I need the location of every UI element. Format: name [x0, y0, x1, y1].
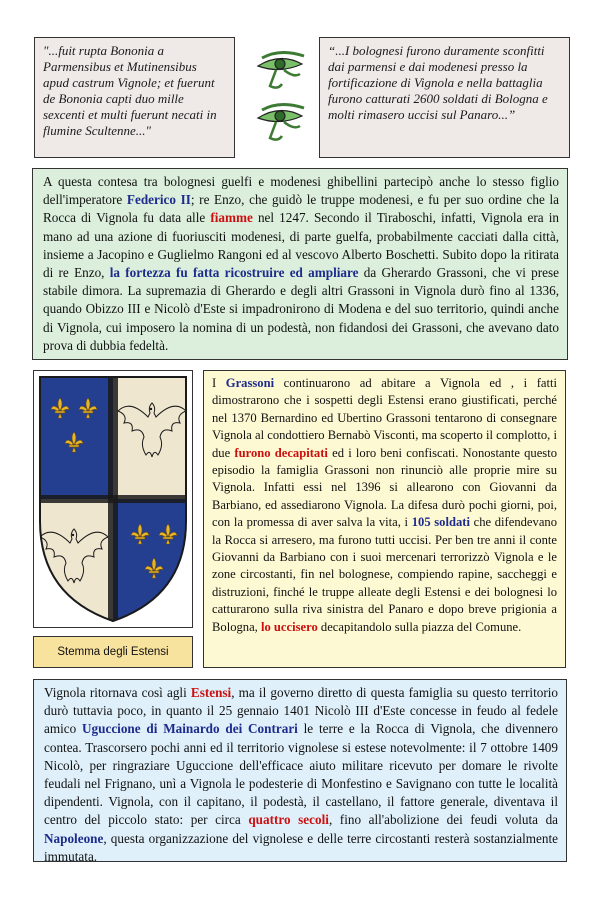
para2-highlight-grassoni: Grassoni	[225, 376, 275, 390]
caption-text: Stemma degli Estensi	[57, 646, 169, 658]
para2-text-2: continuarono ad abitare a Vignola ed , i fatti dimostrarono che i sospetti degli Estensi erano giustificati, perché nel 1370 Bernardino ed Ubertino Grassoni tentarono di consegnare Vignola al condottiero Bernabò Visconti, ma scoperto il complotto, i due	[212, 376, 557, 460]
para2-text-5: decapitandolo sulla piazza del Comune.	[317, 619, 522, 634]
coat-of-arms-caption	[33, 636, 193, 668]
paragraph-estensi	[33, 679, 567, 862]
para2-highlight-decapitati: furono decapitati	[234, 445, 328, 460]
latin-quote-box	[34, 37, 235, 158]
para2-highlight-uccisero: lo uccisero	[260, 619, 318, 634]
para2-text-4: che difendevano la Rocca si arresero, ma furono tutti uccisi. Per ben tre anni il conte Giovanni da Barbiano con i suoi mercenari terrorizzò Vignola e le zone circostanti, fin nel bolognese, compiendo rapine, saccheggi e distruzioni, finché le truppe alleate degli Estensi e dei bolognesi lo catturarono sulla riva sinistra del Panaro e dopo breve prigionia a Bologna,	[212, 515, 558, 634]
para3-text-3: le terre e la Rocca di Vignola, che divennero contea. Trascorsero pochi anni ed il territorio vignolese si estese notevolmente: il 7 ottobre 1409 Nicolò, per ringraziare Uguccione dell'efficace aiuto militare ricevuto per domare le rivolte feudali nel Frignano, unì a Vignola le podesterie di Monfestino e Savignano con tutte le località dipendenti. Vignola, con il capitano, il podestà, il castellano, il fattore generale, diventava il centro del piccolo stato: per circa	[44, 721, 558, 828]
eye-of-horus-icon-bottom	[258, 104, 304, 139]
italian-quote-box	[319, 37, 570, 158]
para3-text-4: , fino all'abolizione dei feudi voluta da	[328, 812, 559, 828]
para3-text-1: Vignola ritornava così agli	[44, 685, 191, 700]
para3-highlight-uguccione: Uguccione di Mainardo dei Contrari	[82, 721, 298, 737]
para1-text-4: da Gherardo Grassoni, che vi prese stabile dimora. La supremazia di Gherardo e degli altri Grassoni in Vignola durò fino al 1336, quando Obizzo III e Nicolò d'Este si impadronirono di Modena e del suo territorio, quindi anche di Vignola, cui imposero la nomina di un podestà, non fidandosi dei Grassoni, che avevano dato prova di dubbia fedeltà.	[43, 265, 559, 353]
para3-highlight-napoleone: Napoleone	[44, 830, 104, 846]
para3-text-2: , ma il governo diretto di questa famiglia su questo territorio durò tuttavia poco, in quanto il 25 gennaio 1401 Nicolò III d'Este concesse in feudo al fedele amico	[44, 685, 558, 737]
latin-quote-text: "...fuit rupta Bononia a Parmensibus et Mutinensibus apud castrum Vignole; et fuerunt de Bononia capti duo mille sexcenti et multi fuerunt necati in flumine Scultenne..."	[43, 43, 217, 138]
para2-text-1: I	[212, 376, 226, 390]
para1-highlight-fortezza: la fortezza fu fatta ricostruire ed ampliare	[109, 265, 359, 281]
para3-highlight-estensi: Estensi	[190, 685, 232, 700]
para1-highlight-fiamme: fiamme	[210, 210, 253, 226]
para3-highlight-secoli: quattro secoli	[248, 812, 329, 828]
para1-text-2: ; re Enzo, che guidò le truppe modenesi, e fu per suo ordine che la Rocca di Vignola fu data alle	[43, 192, 559, 226]
para2-text-3: ed i loro beni confiscati. Nonostante questo episodio la famiglia Grassoni non rinunciò alle proprie mire su Vignola. Infatti essi nel 1396 si allearono con Giovanni da Barbiano, ed assediarono Vignola. La difesa durò pochi giorni, poi, con la promessa di aver salva la vita, i	[212, 445, 557, 530]
coat-of-arms-frame	[33, 370, 193, 628]
paragraph-enzo	[32, 168, 568, 360]
eye-of-horus-icons	[250, 48, 310, 148]
este-coat-of-arms-image	[34, 371, 192, 627]
italian-quote-text: “...I bolognesi furono duramente sconfitti dai parmensi e dai modenesi presso la fortificazione di Vignola e nella battaglia furono catturati 2600 soldati di Bologna e molti rimasero uccisi sul Panaro...”	[328, 43, 548, 122]
para2-highlight-soldati: 105 soldati	[411, 515, 470, 530]
para1-highlight-federico: Federico II	[126, 192, 191, 208]
eye-of-horus-icon-top	[258, 52, 304, 87]
paragraph-grassoni	[203, 370, 566, 668]
para1-text-3: nel 1247. Secondo il Tiraboschi, infatti, Vignola era in mano ad una azione di fuoriusciti modenesi, di parte guelfa, probabilmente cacciati dalla città, insieme a Jacopino e Guglielmo Rangoni ed al vescovo Alberto Boschetti. Subito dopo la ritirata di re Enzo,	[43, 210, 559, 281]
para3-text-5: , questa organizzazione del vignolese e delle terre circostanti resterà sostanzialmente immutata.	[44, 830, 558, 864]
para1-text-1: A questa contesa tra bolognesi guelfi e modenesi ghibellini partecipò anche lo stesso figlio dell'imperatore	[43, 174, 559, 208]
